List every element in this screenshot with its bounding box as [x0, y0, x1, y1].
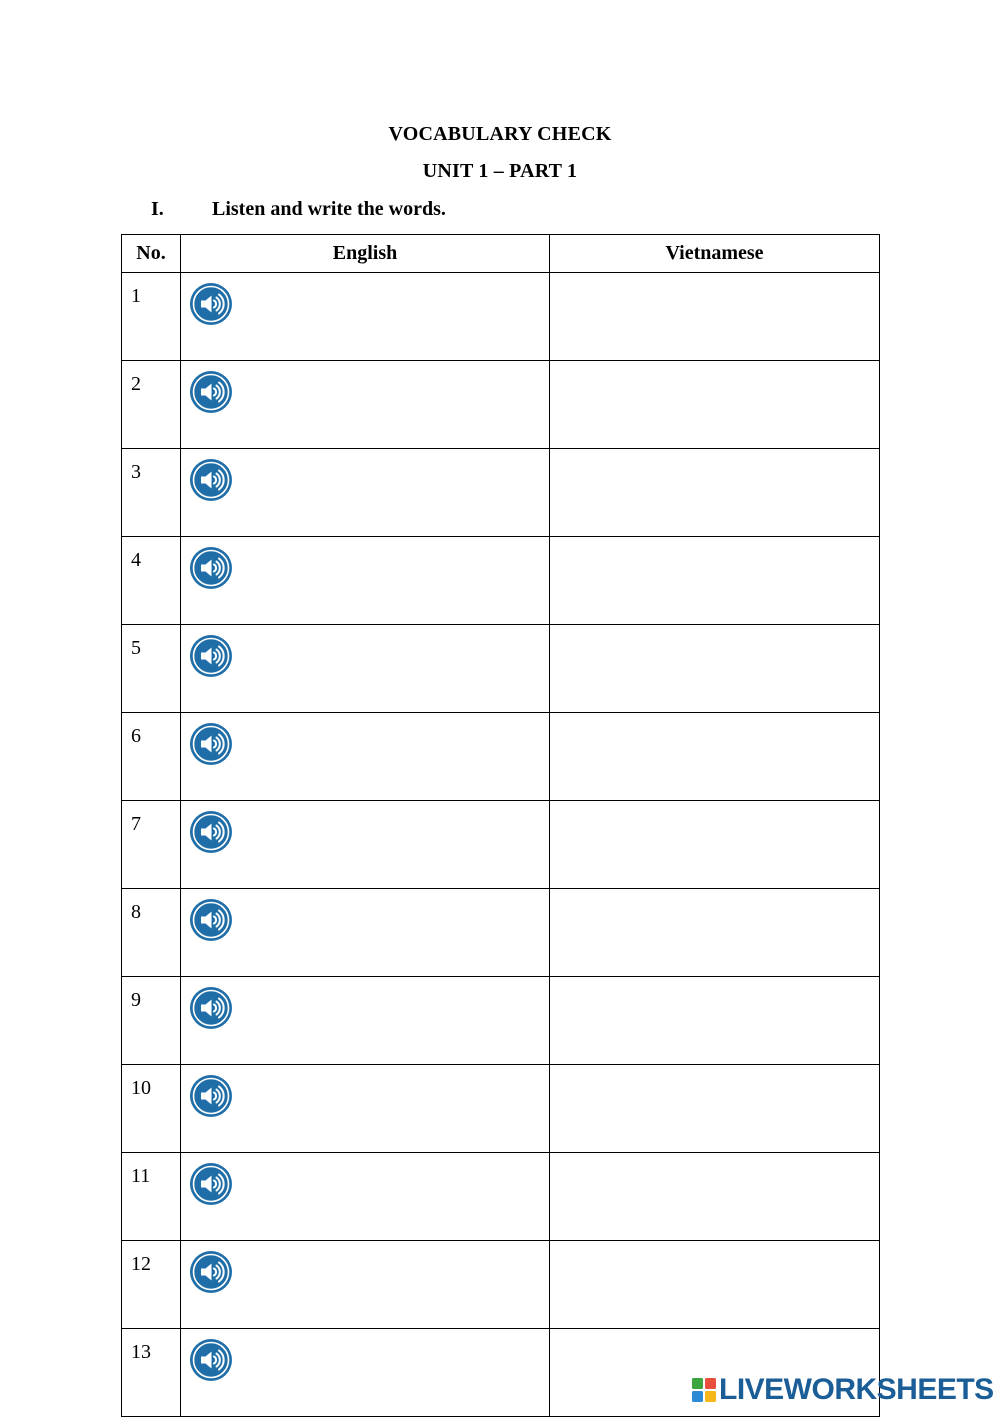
english-answer-input[interactable] [241, 645, 541, 677]
vietnamese-cell [550, 977, 880, 1065]
english-answer-input[interactable] [241, 1085, 541, 1117]
vietnamese-answer-input[interactable] [558, 997, 871, 1029]
vietnamese-answer-input[interactable] [558, 557, 871, 589]
vietnamese-answer-input[interactable] [558, 381, 871, 413]
vietnamese-cell [550, 889, 880, 977]
english-cell [181, 713, 550, 801]
section-number: I. [151, 198, 164, 220]
english-answer-input[interactable] [241, 997, 541, 1029]
row-number: 6 [122, 713, 181, 801]
brand-name: LIVEWORKSHEETS [719, 1373, 994, 1406]
vietnamese-cell [550, 273, 880, 361]
english-cell [181, 1329, 550, 1417]
table-row [122, 1065, 880, 1153]
english-answer-input[interactable] [241, 1173, 541, 1205]
vietnamese-answer-input[interactable] [558, 733, 871, 765]
vietnamese-cell [550, 801, 880, 889]
speaker-icon[interactable] [190, 811, 232, 853]
vietnamese-answer-input[interactable] [558, 1173, 871, 1205]
vietnamese-cell [550, 1065, 880, 1153]
row-number: 7 [122, 801, 181, 889]
speaker-icon[interactable] [190, 987, 232, 1029]
row-number: 3 [122, 449, 181, 537]
row-number: 1 [122, 273, 181, 361]
english-cell [181, 1065, 550, 1153]
page-subtitle: UNIT 1 – PART 1 [422, 160, 578, 182]
english-cell [181, 625, 550, 713]
speaker-icon[interactable] [190, 371, 232, 413]
table-row [122, 801, 880, 889]
speaker-icon[interactable] [190, 283, 232, 325]
vocabulary-table [121, 234, 880, 1417]
row-number: 8 [122, 889, 181, 977]
section-heading [151, 198, 446, 221]
speaker-icon[interactable] [190, 1075, 232, 1117]
header-english: English [181, 235, 550, 273]
row-number: 2 [122, 361, 181, 449]
table-row [122, 273, 880, 361]
speaker-icon[interactable] [190, 547, 232, 589]
vietnamese-cell [550, 449, 880, 537]
row-number: 11 [122, 1153, 181, 1241]
table-row [122, 1241, 880, 1329]
english-answer-input[interactable] [241, 1261, 541, 1293]
table-header-row [122, 235, 880, 273]
vietnamese-cell [550, 537, 880, 625]
speaker-icon[interactable] [190, 899, 232, 941]
table-row [122, 977, 880, 1065]
english-answer-input[interactable] [241, 469, 541, 501]
english-answer-input[interactable] [241, 557, 541, 589]
table-row [122, 713, 880, 801]
table-row [122, 625, 880, 713]
english-cell [181, 1241, 550, 1329]
speaker-icon[interactable] [190, 1339, 232, 1381]
english-answer-input[interactable] [241, 293, 541, 325]
english-answer-input[interactable] [241, 381, 541, 413]
table-row [122, 1153, 880, 1241]
vietnamese-answer-input[interactable] [558, 821, 871, 853]
table-row [122, 449, 880, 537]
row-number: 12 [122, 1241, 181, 1329]
vietnamese-answer-input[interactable] [558, 1085, 871, 1117]
vietnamese-answer-input[interactable] [558, 1261, 871, 1293]
english-cell [181, 537, 550, 625]
english-cell [181, 449, 550, 537]
header-no: No. [122, 235, 181, 273]
row-number: 9 [122, 977, 181, 1065]
liveworksheets-logo-icon [692, 1378, 716, 1402]
page-title: VOCABULARY CHECK [388, 123, 612, 145]
english-answer-input[interactable] [241, 821, 541, 853]
english-answer-input[interactable] [241, 909, 541, 941]
vietnamese-cell [550, 625, 880, 713]
english-cell [181, 361, 550, 449]
english-answer-input[interactable] [241, 1349, 541, 1381]
speaker-icon[interactable] [190, 1163, 232, 1205]
english-cell [181, 889, 550, 977]
speaker-icon[interactable] [190, 459, 232, 501]
table-row [122, 537, 880, 625]
vietnamese-cell [550, 713, 880, 801]
english-answer-input[interactable] [241, 733, 541, 765]
speaker-icon[interactable] [190, 635, 232, 677]
vietnamese-cell [550, 1241, 880, 1329]
vietnamese-answer-input[interactable] [558, 469, 871, 501]
row-number: 5 [122, 625, 181, 713]
vietnamese-cell [550, 1153, 880, 1241]
table-row [122, 889, 880, 977]
section-instruction: Listen and write the words. [212, 198, 446, 220]
vietnamese-answer-input[interactable] [558, 293, 871, 325]
speaker-icon[interactable] [190, 723, 232, 765]
header-vietnamese: Vietnamese [550, 235, 880, 273]
row-number: 10 [122, 1065, 181, 1153]
row-number: 13 [122, 1329, 181, 1417]
vietnamese-answer-input[interactable] [558, 909, 871, 941]
liveworksheets-brand [692, 1374, 994, 1406]
vietnamese-cell [550, 361, 880, 449]
table-row [122, 361, 880, 449]
row-number: 4 [122, 537, 181, 625]
english-cell [181, 1153, 550, 1241]
speaker-icon[interactable] [190, 1251, 232, 1293]
english-cell [181, 801, 550, 889]
english-cell [181, 977, 550, 1065]
vietnamese-answer-input[interactable] [558, 645, 871, 677]
english-cell [181, 273, 550, 361]
